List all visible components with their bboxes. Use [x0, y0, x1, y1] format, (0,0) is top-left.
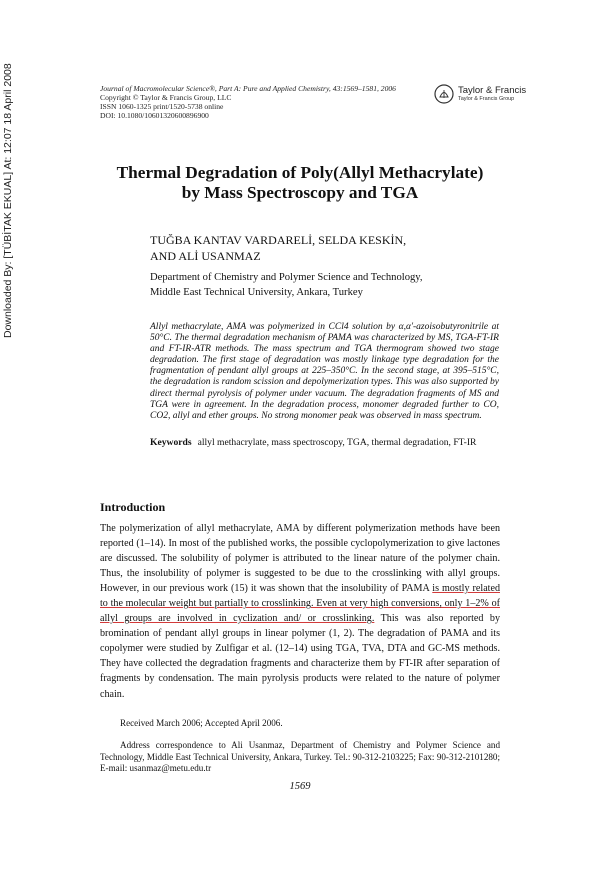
received-note: Received March 2006; Accepted April 2006.	[120, 718, 283, 728]
section-heading-introduction: Introduction	[100, 500, 166, 514]
intro-text-2: This was also reported by bromination of pendant allyl groups in linear polymer (1, 2). The degradation of PAMA and its copolymer were studied by Zulfigar et al. (12–14) using TGA, TVA, DTA and GC-MS methods. They have collected the degradation fragments and characterize them by FT-IR after separation of fragments by condensation. The main pyrolysis products were related to the nature of polymer chain.	[100, 613, 500, 700]
intro-text-1: The polymerization of allyl methacrylate, AMA by different polymerization methods have been reported (1–14). In most of the published works, the possible cyclopolymerization to give lactones are discussed. The solubility of polymer is attributed to the linear nature of the polymer chain. Thus, the insolubility of polymer is suggested to be due to the crosslinking with allyl groups. However, in our previous work (15) it was shown that the insolubility of PAMA	[100, 523, 500, 595]
correspondence-note: Address correspondence to Ali Usanmaz, Department of Chemistry and Polymer Science and Technology, Middle East Technical University, Ankara, Turkey. Tel.: 90-312-2103225; Fax: 90-312-2101280; E-mail: usanmaz@metu.edu.tr	[100, 740, 500, 774]
authors-line-2: AND ALİ USANMAZ	[150, 249, 261, 263]
journal-doi: DOI: 10.1080/10601320600896900	[100, 111, 209, 120]
title-line-2: by Mass Spectroscopy and TGA	[181, 183, 419, 202]
keywords	[150, 437, 500, 448]
keywords-label: Keywords	[150, 437, 192, 448]
journal-info	[100, 84, 396, 120]
authors	[150, 232, 406, 264]
affiliation	[150, 271, 423, 300]
page-number: 1569	[289, 781, 311, 792]
intro-underlined-text: is mostly related to the molecular weight but partially to crosslinking. Even at very high conversions, only 1–2% of allyl groups are involved in cyclization and/ or crosslinking.	[100, 583, 500, 625]
authors-line-1: TUĞBA KANTAV VARDARELİ, SELDA KESKİN,	[150, 233, 407, 247]
abstract: Allyl methacrylate, AMA was polymerized in CCl4 solution by α,α′-azoisobutyronitrile at 50°C. The thermal degradation mechanism of PAMA was characterized by MS, TGA-FT-IR and FT-IR-ATR methods. The mass spectrum and TGA thermogram showed two stage degradation. The first stage of degradation was mostly linkage type degradation for the fragmentation of pendant allyl groups at 225–350°C. In the second stage, at 395–515°C, the degradation is random scission and depolymerization types. This was also supported by direct thermal pyrolysis of polymer under vacuum. The degradation fragments of MS and TGA were in agreement. In the degradation process, monomer degraded further to CO, CO2, allyl and ether groups. No strong monomer peak was observed in mass spectrum.	[150, 322, 499, 421]
publisher-logo	[434, 84, 526, 104]
keywords-text: allyl methacrylate, mass spectroscopy, TGA, thermal degradation, FT-IR	[197, 437, 477, 448]
affiliation-line-2: Middle East Technical University, Ankara, Turkey	[150, 286, 363, 298]
journal-citation: Journal of Macromolecular Science®, Part A: Pure and Applied Chemistry, 43:1569–1581, 2006	[100, 84, 396, 93]
download-watermark	[2, 63, 16, 340]
introduction-paragraph	[100, 521, 500, 702]
affiliation-line-1: Department of Chemistry and Polymer Science and Technology,	[150, 272, 423, 283]
journal-issn: ISSN 1060-1325 print/1520-5738 online	[100, 102, 224, 111]
journal-copyright: Copyright © Taylor & Francis Group, LLC	[100, 93, 232, 102]
paper-title	[100, 163, 500, 203]
publisher-name: Taylor & Francis	[458, 85, 527, 96]
download-note: Downloaded By: [TÜBİTAK EKUAL] At: 12:07 18 April 2008	[2, 63, 14, 338]
title-line-1: Thermal Degradation of Poly(Allyl Methacrylate)	[116, 163, 484, 182]
publisher-emblem-icon	[434, 84, 454, 104]
publisher-group: Taylor & Francis Group	[458, 96, 515, 102]
